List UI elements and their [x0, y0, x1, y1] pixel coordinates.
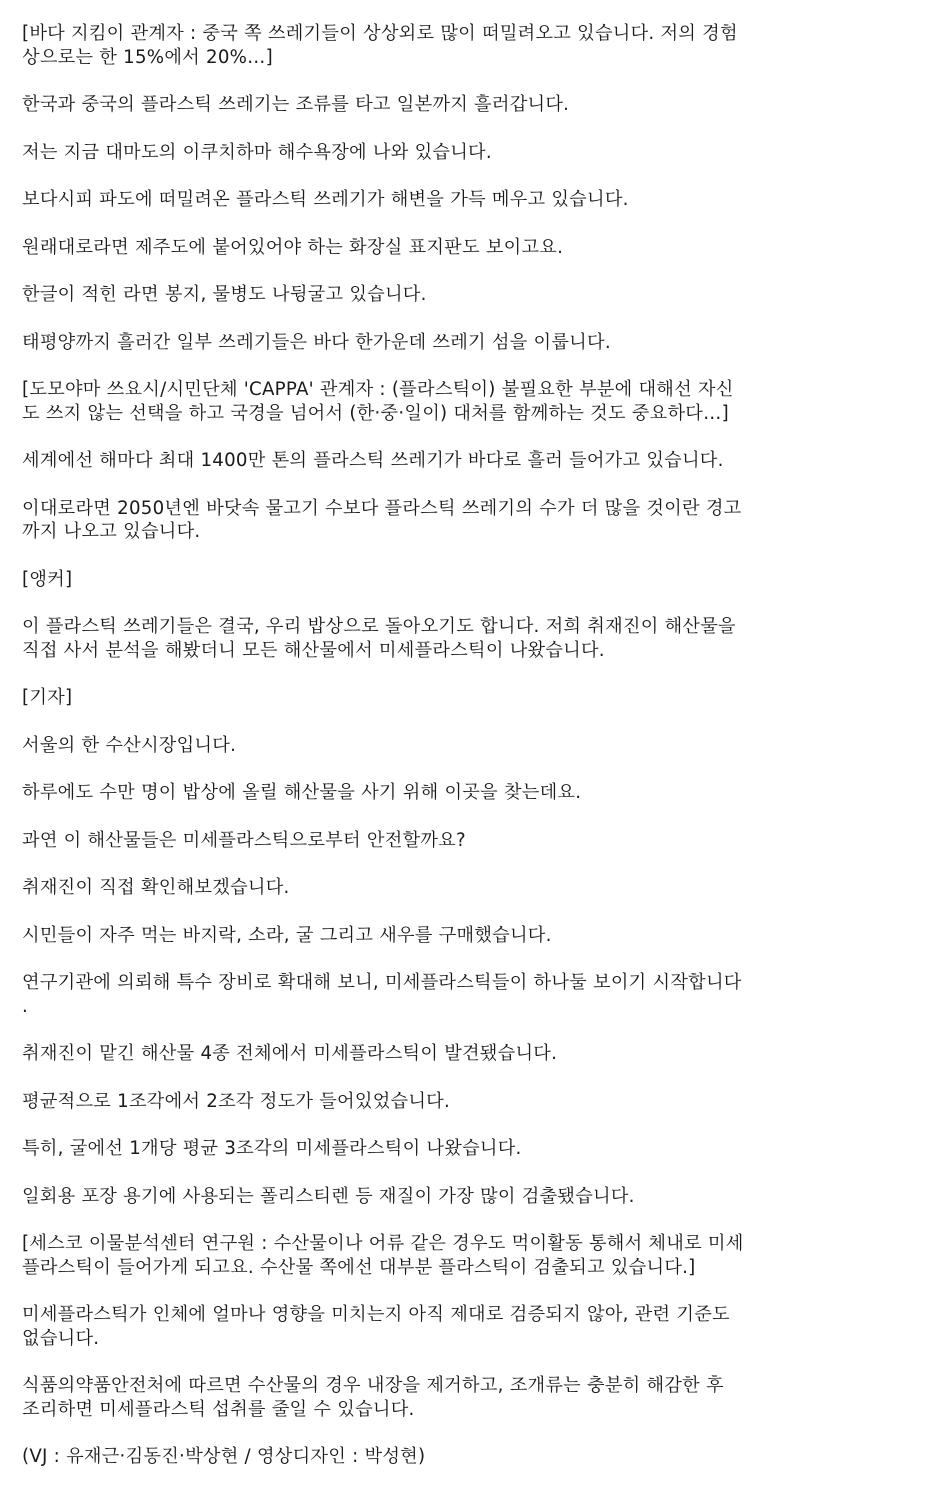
article-paragraph — [22, 1137, 912, 1161]
paragraph-line: 한글이 적힌 라면 봉지, 물병도 나뒹굴고 있습니다. — [22, 284, 427, 305]
paragraph-line: [앵커] — [22, 568, 73, 590]
paragraph-line: 세계에선 해마다 최대 1400만 톤의 플라스틱 쓰레기가 바다로 흘러 들어가고 있습니다. — [22, 450, 724, 471]
paragraph-line: 평균적으로 1조각에서 2조각 정도가 들어있었습니다. — [22, 1090, 451, 1112]
paragraph-line: 한국과 중국의 플라스틱 쓰레기는 조류를 타고 일본까지 흘러갑니다. — [22, 94, 570, 115]
article-paragraph — [22, 686, 912, 710]
article-paragraph — [22, 829, 912, 853]
paragraph-line: 이 플라스틱 쓰레기들은 결국, 우리 밥상으로 돌아오기도 합니다. 저희 취재진이 해산물을 — [22, 616, 736, 637]
paragraph-line: [세스코 이물분석센터 연구원 : 수산물이나 어류 같은 경우도 먹이활동 통해서 체내로 미세 — [22, 1233, 744, 1254]
article-paragraph — [22, 924, 912, 948]
article-paragraph — [22, 141, 912, 165]
article-paragraph — [22, 22, 912, 69]
article-paragraph — [22, 1445, 912, 1469]
paragraph-line: 특히, 굴에선 1개당 평균 3조각의 미세플라스틱이 나왔습니다. — [22, 1138, 522, 1159]
paragraph-line: 상으로는 한 15%에서 20%…] — [22, 46, 273, 68]
article-paragraph — [22, 615, 912, 662]
paragraph-line: [기자] — [22, 687, 73, 708]
article-paragraph — [22, 1042, 912, 1066]
paragraph-line: 취재진이 직접 확인해보겠습니다. — [22, 877, 290, 898]
article-paragraph — [22, 283, 912, 307]
article-paragraph — [22, 497, 912, 544]
article-paragraph — [22, 971, 912, 1018]
paragraph-line: . — [22, 995, 29, 1017]
paragraph-line: 저는 지금 대마도의 이쿠치하마 해수욕장에 나와 있습니다. — [22, 141, 492, 163]
paragraph-line: 시민들이 자주 먹는 바지락, 소라, 굴 그리고 새우를 구매했습니다. — [22, 924, 552, 946]
paragraph-line: (VJ : 유재근·김동진·박상현 / 영상디자인 : 박성현) — [22, 1446, 426, 1467]
article-paragraph — [22, 1303, 912, 1350]
paragraph-line: 플라스틱이 들어가게 되고요. 수산물 쪽에선 대부분 플라스틱이 검출되고 있습니다.] — [22, 1256, 696, 1278]
paragraph-line: 취재진이 맡긴 해산물 4종 전체에서 미세플라스틱이 발견됐습니다. — [22, 1043, 558, 1064]
paragraph-line: 원래대로라면 제주도에 붙어있어야 하는 화장실 표지판도 보이고요. — [22, 236, 564, 258]
paragraph-line: 과연 이 해산물들은 미세플라스틱으로부터 안전할까요? — [22, 829, 466, 851]
article-paragraph — [22, 236, 912, 260]
article-paragraph — [22, 449, 912, 473]
article-paragraph — [22, 1090, 912, 1114]
article-paragraph — [22, 876, 912, 900]
paragraph-line: 식품의약품안전처에 따르면 수산물의 경우 내장을 제거하고, 조개류는 충분히 해감한 후 — [22, 1375, 724, 1396]
paragraph-line: 서울의 한 수산시장입니다. — [22, 734, 237, 756]
article-paragraph — [22, 93, 912, 117]
paragraph-line: 태평양까지 흘러간 일부 쓰레기들은 바다 한가운데 쓰레기 섬을 이룹니다. — [22, 331, 611, 353]
article-body — [22, 22, 912, 1493]
paragraph-line: 미세플라스틱가 인체에 얼마나 영향을 미치는지 아직 제대로 검증되지 않아, 관련 기준도 — [22, 1304, 730, 1325]
paragraph-line: 도 쓰지 않는 선택을 하고 국경을 넘어서 (한·중·일이) 대처를 함께하는 것도 중요하다…] — [22, 402, 729, 424]
paragraph-line: 하루에도 수만 명이 밥상에 올릴 해산물을 사기 위해 이곳을 찾는데요. — [22, 782, 582, 803]
article-paragraph — [22, 734, 912, 758]
paragraph-line: 보다시피 파도에 떠밀려온 플라스틱 쓰레기가 해변을 가득 메우고 있습니다. — [22, 189, 629, 210]
article-paragraph — [22, 1374, 912, 1421]
paragraph-line: 연구기관에 의뢰해 특수 장비로 확대해 보니, 미세플라스틱들이 하나둘 보이기 시작합니다 — [22, 972, 742, 993]
paragraph-line: 까지 나오고 있습니다. — [22, 521, 201, 542]
article-paragraph — [22, 378, 912, 425]
article-paragraph — [22, 188, 912, 212]
article-paragraph — [22, 1232, 912, 1279]
article-paragraph — [22, 568, 912, 592]
paragraph-line: 이대로라면 2050년엔 바닷속 물고기 수보다 플라스틱 쓰레기의 수가 더 많을 것이란 경고 — [22, 497, 742, 519]
article-paragraph — [22, 1185, 912, 1209]
paragraph-line: 조리하면 미세플라스틱 섭취를 줄일 수 있습니다. — [22, 1398, 415, 1420]
paragraph-line: [도모야마 쓰요시/시민단체 'CAPPA' 관계자 : (플라스틱이) 불필요한 부분에 대해선 자신 — [22, 379, 734, 400]
article-paragraph — [22, 331, 912, 355]
paragraph-line: 없습니다. — [22, 1327, 100, 1349]
article-paragraph — [22, 781, 912, 805]
paragraph-line: 일회용 포장 용기에 사용되는 폴리스티렌 등 재질이 가장 많이 검출됐습니다. — [22, 1185, 635, 1207]
paragraph-line: 직접 사서 분석을 해봤더니 모든 해산물에서 미세플라스틱이 나왔습니다. — [22, 639, 605, 661]
paragraph-line: [바다 지킴이 관계자 : 중국 쪽 쓰레기들이 상상외로 많이 떠밀려오고 있습니다. 저의 경험 — [22, 23, 738, 44]
